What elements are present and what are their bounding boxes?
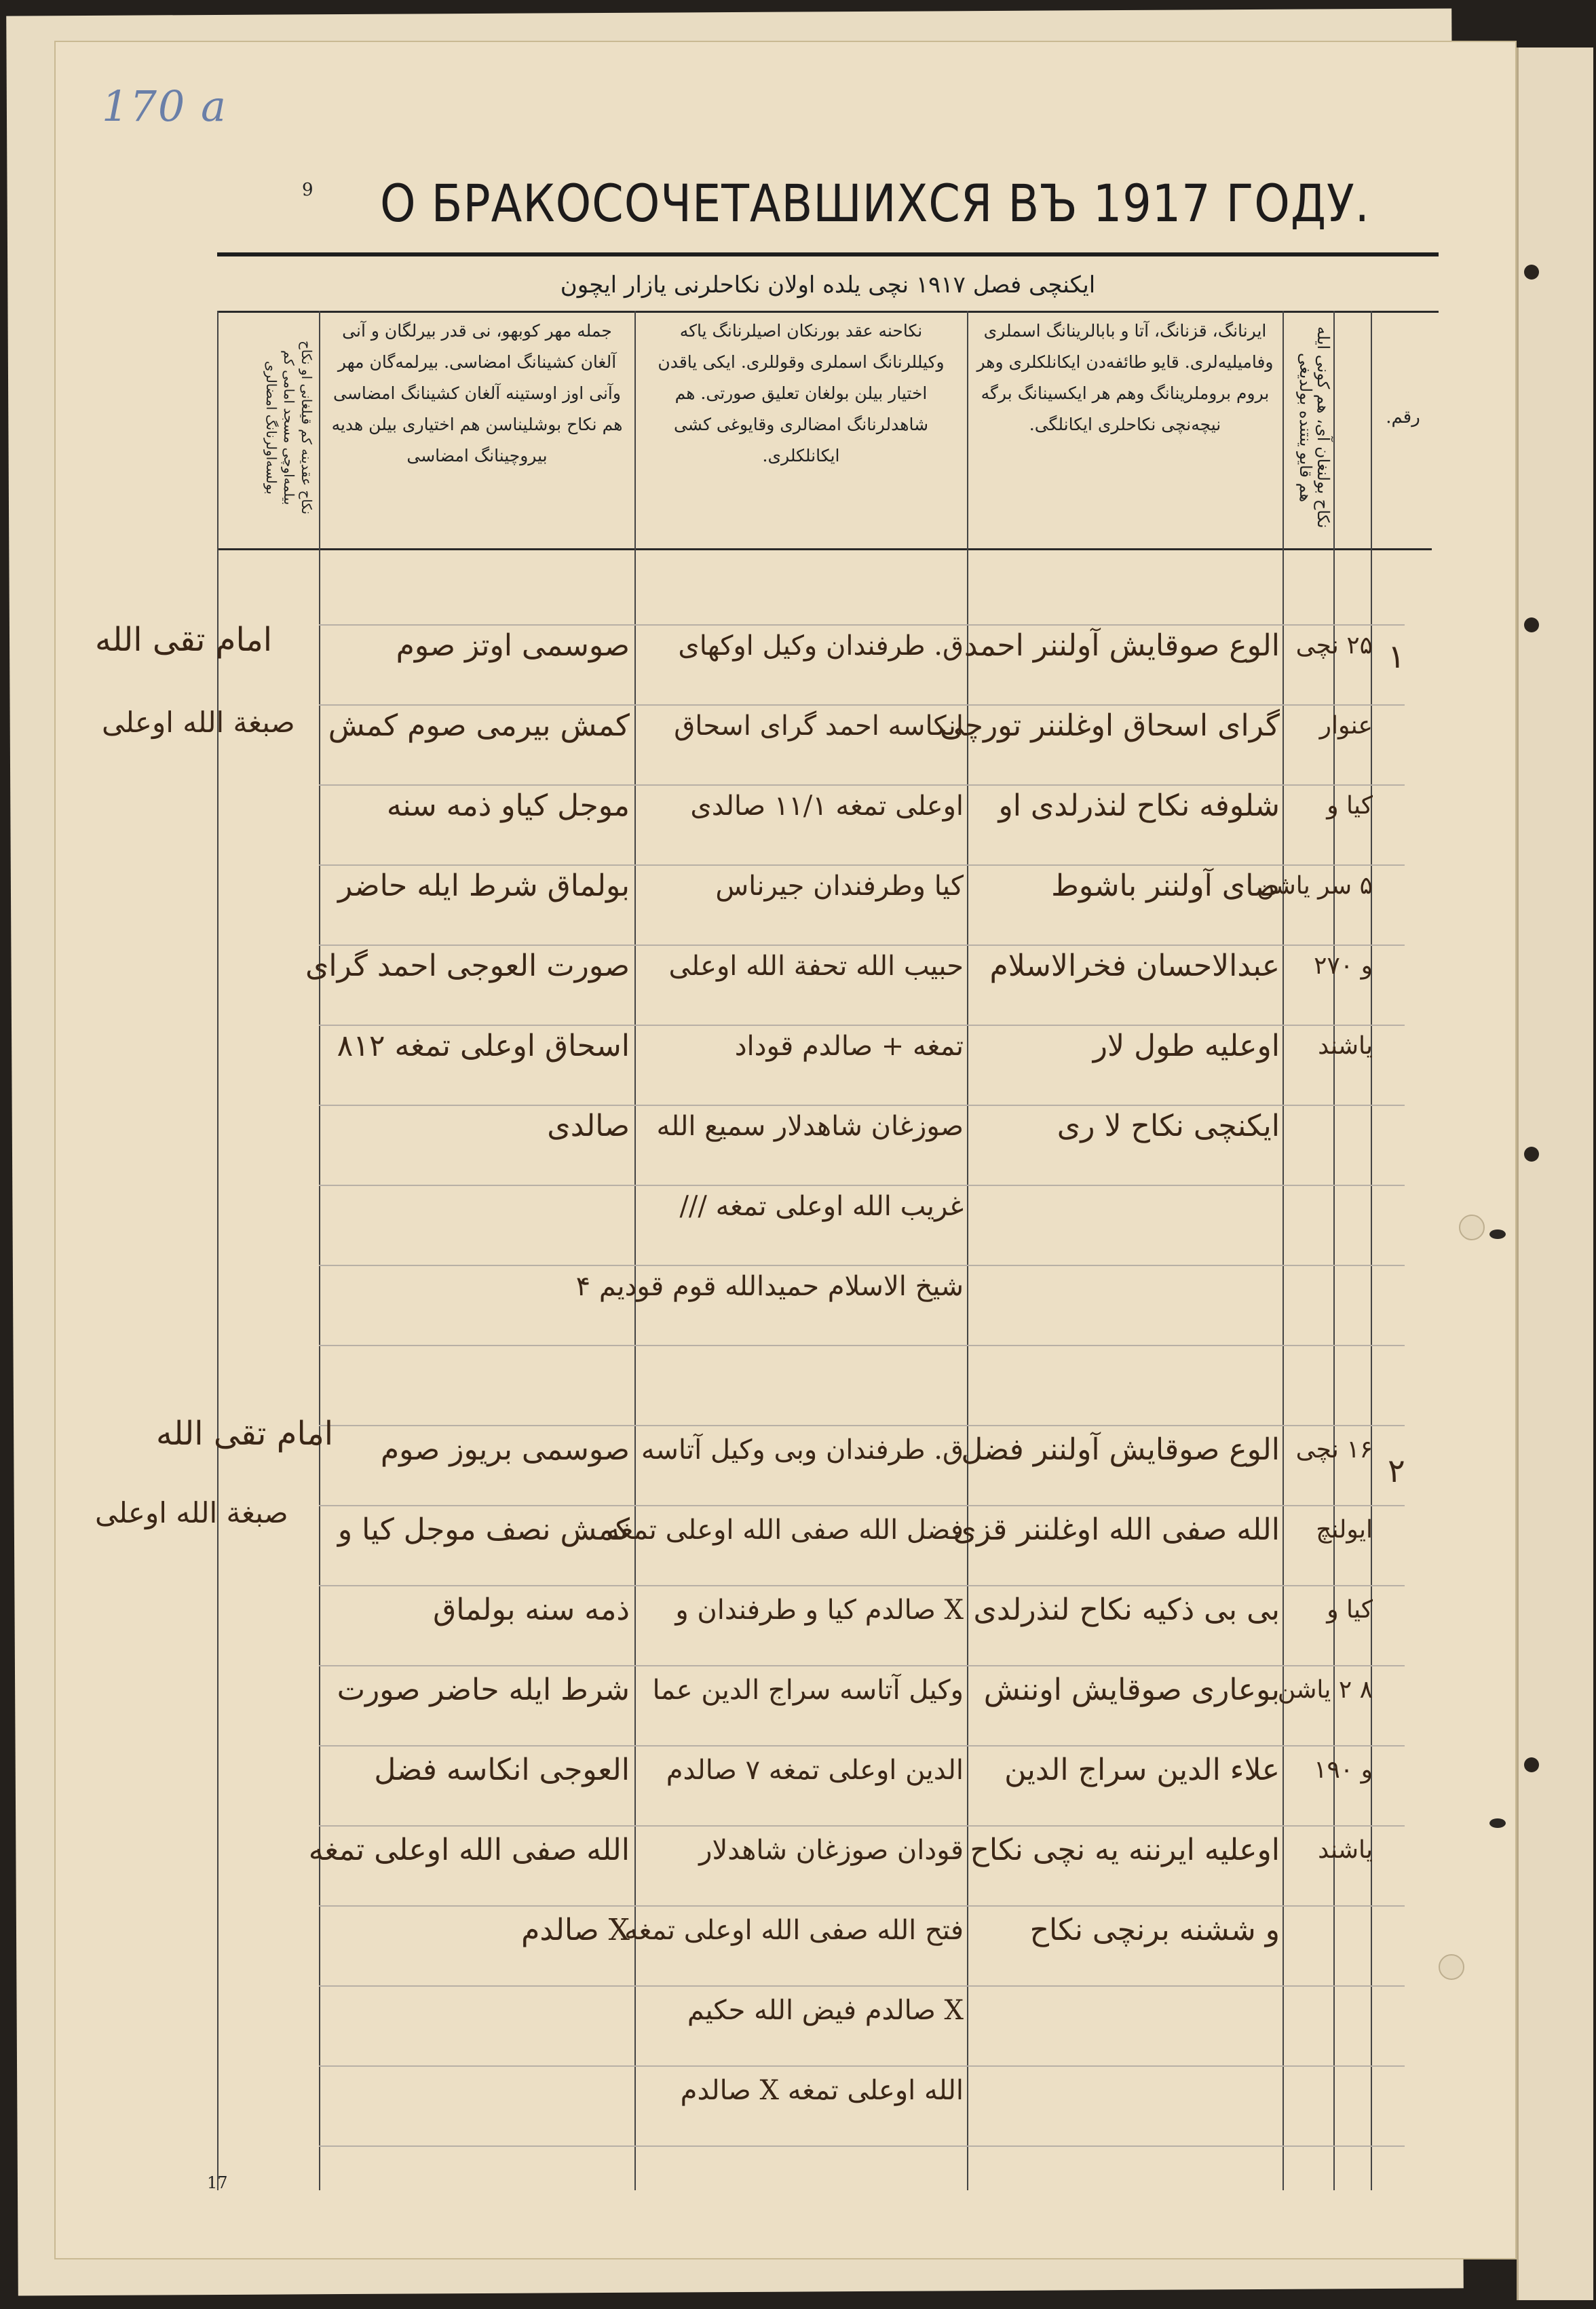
header-top-rule <box>217 311 1439 313</box>
column-divider <box>1333 311 1335 2190</box>
entry-line-contract: حبیب الله تحفة الله اوعلی <box>668 951 964 982</box>
entry-line-dowry: بولماق شرط ایله حاضر <box>337 869 630 903</box>
entry-line-contract: الله اوعلی تمغه X صالدم <box>680 2075 964 2106</box>
entry-line-contract: ق. طرفندان وکیل اوکهای <box>678 630 964 662</box>
header-officiant: نکاح عقدینه کم قیلغانی او نکاح بیلمه‌اوچی مسجد امامی کم بولسه‌اولرنانگ امضالری <box>263 340 315 515</box>
entry-number: ۱ <box>1388 638 1405 676</box>
entry-line-date: کیا و <box>1327 1596 1373 1624</box>
column-divider <box>634 311 636 2190</box>
entry-line-date: عنوار <box>1319 712 1373 740</box>
entry-line-date: یاشند <box>1318 1032 1373 1060</box>
entry-line-persons: الوع صوقایش آولننر فضل <box>961 1432 1280 1467</box>
ruled-line <box>319 1585 1405 1586</box>
entry-line-contract: فضل الله صفی الله اوعلی تمغه <box>605 1514 964 1546</box>
entry-line-contract: ق. طرفندان وبی وکیل آتاسه <box>641 1434 964 1466</box>
entry-line-date: یاشند <box>1318 1836 1373 1864</box>
column-divider <box>217 311 218 2190</box>
header-contract: نکاحنه عقد بورنکان اصیلرنانگ یاکه وکیللرنانگ اسملری وقوللری. ایکی یاقدن اختیار بیلن بولغان تعلیق صورتی. هم شاهدلرنانگ امضالری وقایوغی کشی ایکانلکلری. <box>658 321 945 465</box>
entry-line-persons: ایکنچی نکاح لا ری <box>1057 1109 1280 1143</box>
entry-line-dowry: X صالدم <box>521 1913 630 1947</box>
header-number: رقم. <box>1386 407 1420 427</box>
entry-line-persons: گرای اسحاق اوغلننر تورچی <box>940 708 1280 743</box>
ruled-line <box>319 2145 1405 2147</box>
officiant-note: امام تقی الله <box>95 621 273 659</box>
entry-line-dowry: العوجی انکاسه فضل <box>374 1753 630 1787</box>
page-subtitle: ایکنچی فصل ۱۹۱۷ نچی یلده اولان نکاحلرنی یازار ایچون <box>560 271 1096 299</box>
page-number: 9 <box>302 180 314 200</box>
column-divider <box>967 311 968 2190</box>
entry-line-persons: صای آولننر باشوط <box>1051 869 1280 903</box>
entry-line-date: ۲۵ نچی <box>1295 632 1373 660</box>
entry-line-dowry: اسحاق اوعلی تمغه ۸۱۲ <box>337 1029 630 1063</box>
ruled-line <box>319 1665 1405 1666</box>
entry-line-persons: بی بی ذکیه نکاح لنذرلدی <box>973 1592 1280 1627</box>
ruled-line <box>319 1905 1405 1907</box>
column-divider <box>319 311 320 2190</box>
entry-line-contract: غریب الله اوعلی تمغه /// <box>679 1191 964 1222</box>
entry-line-persons: عبدالاحسان فخرالاسلام <box>989 949 1280 983</box>
entry-line-date: ۱۶ نچی <box>1295 1436 1373 1464</box>
entry-line-persons: علاء الدین سراج الدین <box>1004 1753 1280 1787</box>
ruled-line <box>319 1745 1405 1747</box>
entry-line-contract: شیخ الاسلام حمیدالله قوم قودیم ۴ <box>575 1271 964 1302</box>
entry-line-dowry: موجل کیاو ذمه سنه <box>386 788 630 823</box>
ruled-line <box>319 1265 1405 1266</box>
entry-line-contract: وکیل آتاسه سراج الدین عما <box>652 1675 964 1706</box>
entry-line-persons: الله صفی الله اوغلننر قزی <box>953 1512 1280 1547</box>
entry-line-dowry: کمش بیرمی صوم کمش <box>328 708 630 743</box>
entry-line-dowry: ذمه سنه بولماق <box>433 1592 630 1627</box>
header-persons: ایرنانگ، قزنانگ، آتا و بابالرینانگ اسملری وفامیلیه‌لری. قایو طائفه‌دن ایکانلکلری وهر برو‌م برو‌ملرینانگ وهم هر ایکسینانگ برگه نیچه‌نچی نکاحلری ایکانلگی. <box>976 321 1274 434</box>
header-date: نکاح بولنغان آی، هم کونی ایله هم قایو ینتنده بولدیغی <box>1296 326 1333 529</box>
title-rule <box>217 252 1439 256</box>
entry-line-contract: اوعلی تمغه ۱۱/۱ صالدی <box>690 790 964 822</box>
column-divider <box>1282 311 1284 2190</box>
entry-line-persons: اوعلیه طول لار <box>1092 1029 1280 1063</box>
entry-line-dowry: صوسمی اوتز صوم <box>396 628 630 663</box>
entry-line-contract: انکاسه احمد گرای اسحاق <box>674 710 964 742</box>
entry-line-persons: بوعاری صوقایش اوننش <box>983 1673 1280 1707</box>
entry-line-contract: فتح الله صفی الله اوعلی تمغه <box>624 1915 964 1946</box>
entry-line-dowry: الله صفی الله اوعلی تمغه <box>308 1833 630 1867</box>
binding-pin <box>1489 1229 1506 1239</box>
ruled-line <box>319 944 1405 946</box>
officiant-note: امام تقی الله <box>156 1415 334 1453</box>
entry-line-contract: تمغه + صالدم قوداد <box>734 1031 964 1062</box>
ruled-line <box>319 1185 1405 1186</box>
ruled-line <box>319 1825 1405 1827</box>
entry-line-contract: کیا وطرفندان جیرناس <box>715 871 964 902</box>
ruled-line <box>319 1505 1405 1506</box>
ruled-line <box>319 1345 1405 1346</box>
entry-line-persons: الوع صوقایش آولننر احمد <box>964 628 1280 663</box>
entry-line-contract: X صالدم کیا و طرفندان و <box>675 1595 964 1626</box>
entry-line-dowry: صورت العوجی احمد گرای <box>305 949 630 983</box>
adjacent-page-edge <box>1517 47 1593 2300</box>
binding-pin <box>1489 1818 1506 1828</box>
ruled-line <box>319 1025 1405 1026</box>
entry-line-persons: اوعلیه ایرننه یه نچی نکاح <box>970 1833 1280 1867</box>
entry-line-date: و ۲۷۰ <box>1314 952 1373 980</box>
entry-line-date: ۵ سر یاشن <box>1257 872 1373 900</box>
footer-number: 17 <box>207 2173 228 2192</box>
ring-hole <box>1439 1954 1464 1980</box>
entry-line-date: کیا و <box>1327 792 1373 820</box>
entry-number: ۲ <box>1388 1452 1405 1490</box>
entry-line-persons: شلوفه نکاح لنذرلدی او <box>998 788 1280 823</box>
entry-line-dowry: شرط ایله حاضر صورت <box>337 1673 630 1707</box>
ruled-line <box>319 1985 1405 1987</box>
ruled-line <box>319 784 1405 786</box>
column-divider <box>1371 311 1372 2190</box>
ruled-line <box>319 704 1405 706</box>
entry-line-contract: الدین اوعلی تمغه ۷ صالدم <box>666 1755 964 1786</box>
ruled-line <box>319 624 1405 626</box>
ruled-line <box>319 1105 1405 1106</box>
ruled-line <box>319 864 1405 866</box>
entry-line-dowry: کمش نصف موجل کیا و <box>337 1512 630 1547</box>
entry-line-date: و ۱۹۰ <box>1314 1756 1373 1784</box>
entry-line-date: ۸ ۲ یاشن <box>1277 1676 1373 1704</box>
archive-number: 170 a <box>102 81 228 131</box>
officiant-note: صبغة الله اوعلی <box>95 1496 288 1529</box>
ring-hole <box>1459 1215 1485 1240</box>
officiant-note: صبغة الله اوعلی <box>102 706 295 739</box>
entry-line-contract: قودان صوزغان شاهدلار <box>699 1835 964 1866</box>
ruled-line <box>319 2065 1405 2067</box>
page-title: О БРАКОСОЧЕТАВШИХСЯ ВЪ 1917 ГОДУ. <box>380 173 1370 233</box>
entry-line-dowry: صوسمی بریوز صوم <box>380 1432 630 1467</box>
entry-line-contract: X صالدم فیض الله حکیم <box>687 1995 964 2026</box>
header-bottom-rule <box>217 548 1432 550</box>
header-dowry: جمله مهر کوبهو، نی قدر بیرلگان و آنی آلغان کشینانگ امضاسی. بیرلمه‌گان مهر وآنی اوز اوستینه آلغان کشینانگ امضاسی هم نکاح بوشلیناسن هم اختیاری بیلن هدیه بیروچینانگ امضاسی <box>331 321 623 465</box>
entry-line-persons: و ششنه برنچی نکاح <box>1029 1913 1280 1947</box>
ruled-line <box>319 1425 1405 1426</box>
entry-line-contract: صوزغان شاهدلار سمیع الله <box>656 1111 964 1142</box>
entry-line-date: ایولنچ <box>1316 1516 1373 1544</box>
entry-line-dowry: صالدی <box>547 1109 630 1143</box>
